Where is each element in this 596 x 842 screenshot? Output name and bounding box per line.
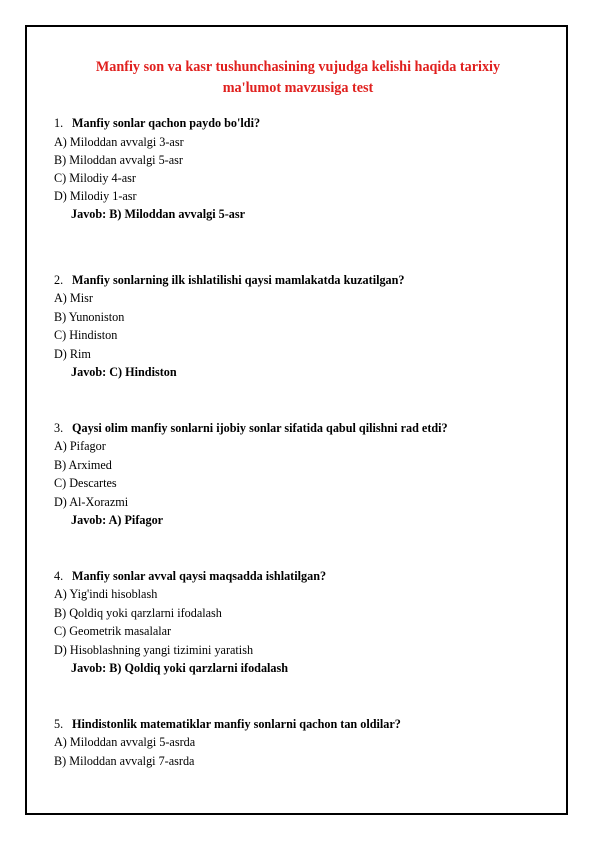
answer-3: Javob: A) Pifagor (71, 513, 164, 527)
option-5b: B) Miloddan avvalgi 7-asrda (54, 754, 195, 768)
option-2c: C) Hindiston (54, 328, 118, 342)
option-3c: C) Descartes (54, 476, 117, 490)
question-number: 2. (54, 273, 64, 287)
option-1d: D) Milodiy 1-asr (54, 189, 137, 203)
question-text: Hindistonlik matematiklar manfiy sonlarni qachon tan oldilar? (72, 717, 401, 731)
option-3a: A) Pifagor (54, 439, 106, 453)
option-4d: D) Hisoblashning yangi tizimini yaratish (54, 643, 254, 657)
option-1b: B) Miloddan avvalgi 5-asr (54, 153, 183, 167)
option-1a: A) Miloddan avvalgi 3-asr (54, 135, 184, 149)
option-2b: B) Yunoniston (54, 310, 125, 324)
document-title-line-2: ma'lumot mavzusiga test (222, 80, 374, 96)
question-text: Manfiy sonlar qachon paydo bo'ldi? (72, 116, 261, 130)
option-2d: D) Rim (54, 347, 91, 361)
question-number: 5. (54, 717, 64, 731)
question-1 (54, 115, 260, 131)
option-1c: C) Milodiy 4-asr (54, 171, 136, 185)
answer-2: Javob: C) Hindiston (71, 365, 177, 379)
option-2a: A) Misr (54, 291, 93, 305)
option-4b: B) Qoldiq yoki qarzlarni ifodalash (54, 606, 222, 620)
question-number: 4. (54, 569, 64, 583)
question-5 (54, 716, 401, 732)
option-3d: D) Al-Xorazmi (54, 495, 129, 509)
question-2 (54, 272, 405, 288)
option-4a: A) Yig'indi hisoblash (54, 587, 158, 601)
question-text: Manfiy sonlarning ilk ishlatilishi qaysi mamlakatda kuzatilgan? (72, 273, 405, 287)
question-4 (54, 568, 326, 584)
option-3b: B) Arximed (54, 458, 112, 472)
option-4c: C) Geometrik masalalar (54, 624, 172, 638)
answer-4: Javob: B) Qoldiq yoki qarzlarni ifodalash (71, 661, 289, 675)
question-text: Qaysi olim manfiy sonlarni ijobiy sonlar sifatida qabul qilishni rad etdi? (72, 421, 448, 435)
question-number: 1. (54, 116, 64, 130)
question-3 (54, 420, 448, 436)
question-text: Manfiy sonlar avval qaysi maqsadda ishlatilgan? (72, 569, 327, 583)
document-title-line-1: Manfiy son va kasr tushunchasining vujudga kelishi haqida tarixiy (95, 59, 501, 75)
question-number: 3. (54, 421, 64, 435)
answer-1: Javob: B) Miloddan avvalgi 5-asr (71, 207, 246, 221)
option-5a: A) Miloddan avvalgi 5-asrda (54, 735, 196, 749)
